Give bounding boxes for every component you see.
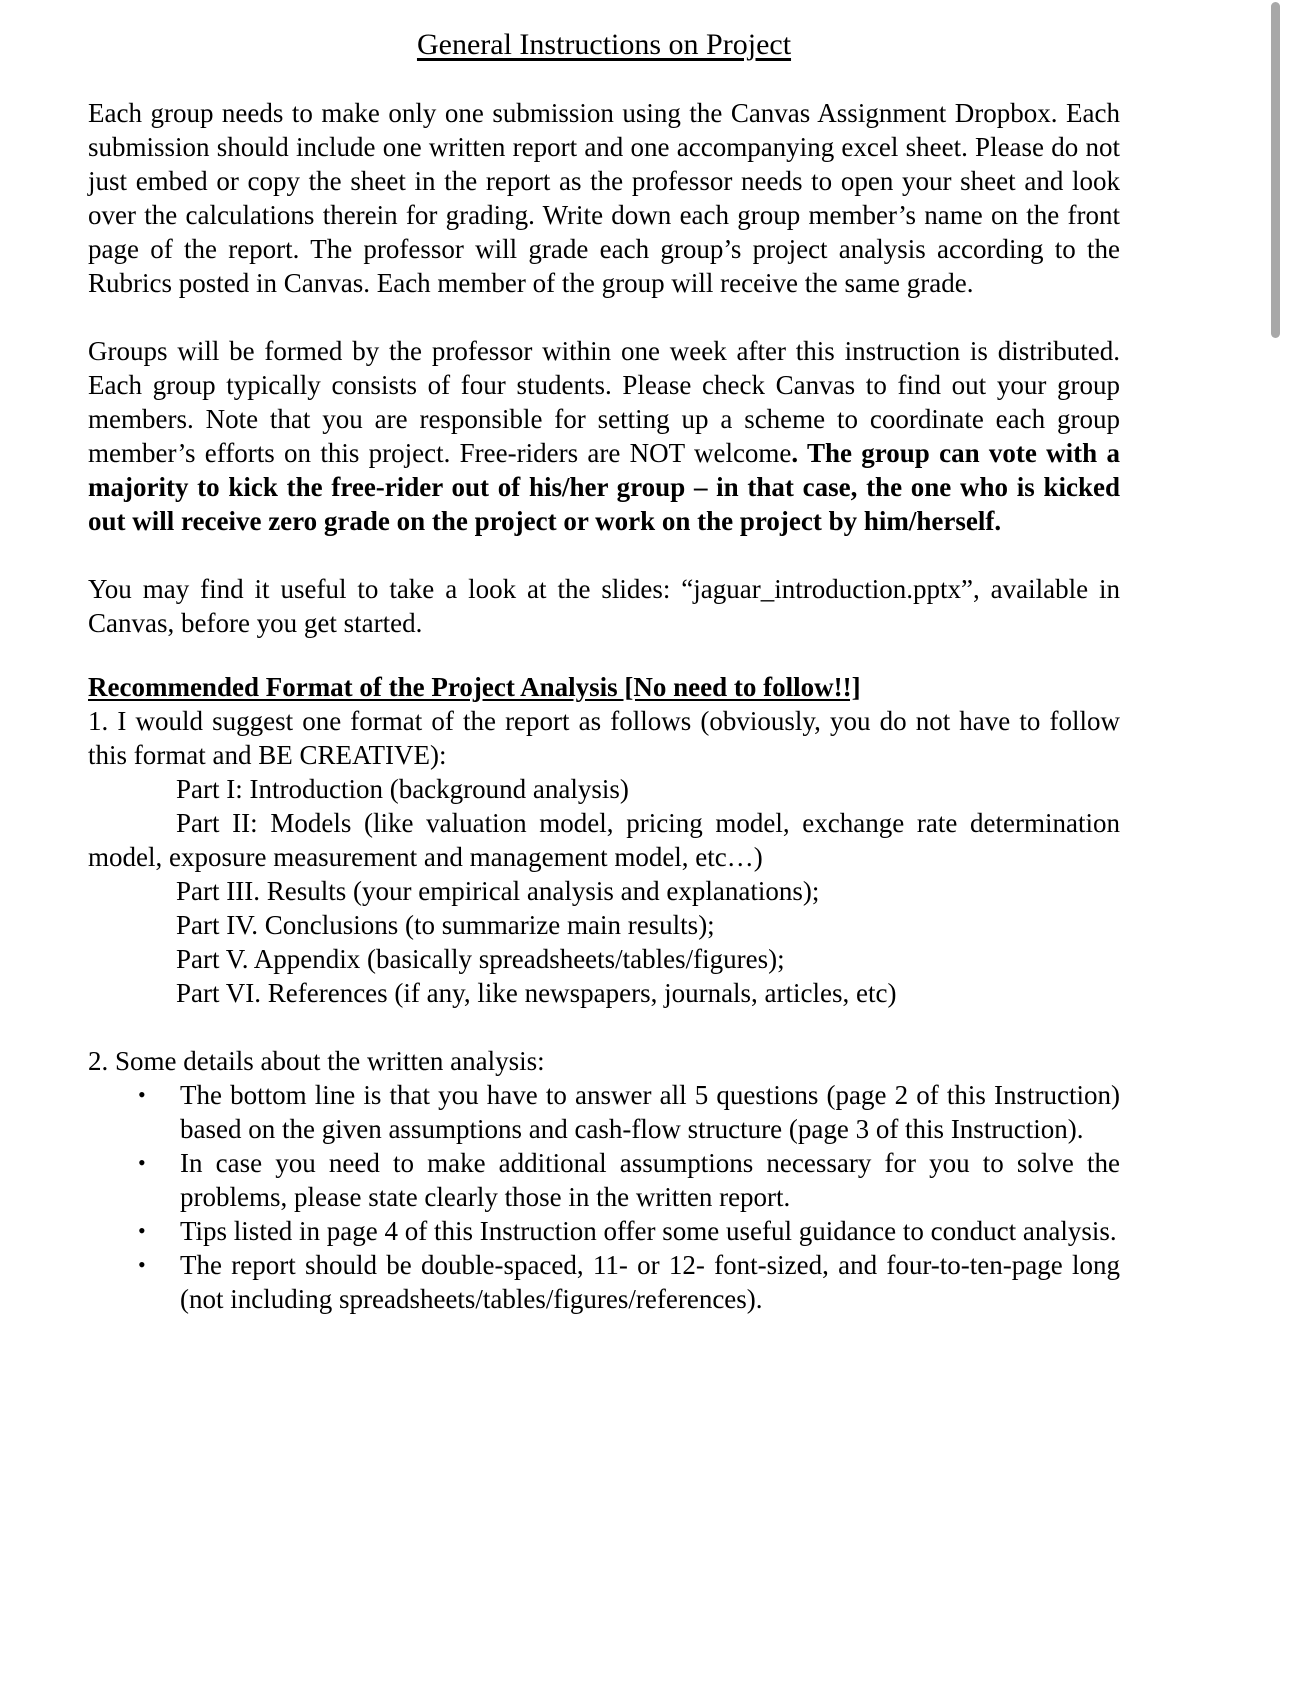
part-item-2: Part II: Models (like valuation model, pricing model, exchange rate determination model, exposure measurement and management model, etc…)	[88, 807, 1120, 872]
section-heading-recommended-format: Recommended Format of the Project Analysis [No need to follow!!]	[88, 671, 861, 702]
bullet-icon: •	[138, 1149, 146, 1175]
spacer	[88, 1010, 1120, 1044]
spacer	[88, 62, 1120, 96]
part-item-1: Part I: Introduction (background analysis)	[176, 773, 629, 804]
part-item-4: Part IV. Conclusions (to summarize main results);	[176, 909, 715, 940]
page-title: General Instructions on Project	[416, 28, 792, 61]
bullet-icon: •	[138, 1251, 146, 1277]
list-item-text: Tips listed in page 4 of this Instruction offer some useful guidance to conduct analysis.	[180, 1215, 1117, 1246]
paragraph-group-formation-normal: Groups will be formed by the professor within one week after this instruction is distributed. Each group typically consists of four students. Please check Canvas to find out your group members. Note that you are responsible for setting up a scheme to coordinate each group member’s efforts on this project. Free-riders are NOT welcome	[88, 335, 1120, 468]
paragraph-slides-reference: You may find it useful to take a look at the slides: “jaguar_introduction.pptx”, available in Canvas, before you get started.	[88, 573, 1120, 638]
list-item	[88, 1248, 1120, 1316]
part-item-3: Part III. Results (your empirical analysis and explanations);	[176, 875, 820, 906]
list-item	[88, 1146, 1120, 1214]
details-bullet-list	[88, 1078, 1120, 1316]
spacer	[88, 640, 1120, 670]
list-item	[88, 1214, 1120, 1248]
spacer	[88, 300, 1120, 334]
paragraph-group-formation-bold: . The group can vote with a majority to kick the free-rider out of his/her group – in that case, the one who is kicked out will receive zero grade on the project or work on the project by him/herself.	[88, 437, 1120, 536]
part-item-5: Part V. Appendix (basically spreadsheets/tables/figures);	[176, 943, 785, 974]
list-item	[88, 1078, 1120, 1146]
spacer	[88, 538, 1120, 572]
document-body	[88, 0, 1120, 1316]
item-1-format-intro: 1. I would suggest one format of the report as follows (obviously, you do not have to follow this format and BE CREATIVE):	[88, 705, 1120, 770]
list-item-text: In case you need to make additional assumptions necessary for you to solve the problems, please state clearly those in the written report.	[180, 1147, 1120, 1212]
list-item-text: The bottom line is that you have to answer all 5 questions (page 2 of this Instruction) based on the given assumptions and cash-flow structure (page 3 of this Instruction).	[180, 1079, 1120, 1144]
list-item-text: The report should be double-spaced, 11- or 12- font-sized, and four-to-ten-page long (not including spreadsheets/tables/figures/references).	[180, 1249, 1120, 1314]
paragraph-submission-instructions: Each group needs to make only one submission using the Canvas Assignment Dropbox. Each submission should include one written report and one accompanying excel sheet. Please do not just embed or copy the sheet in the report as the professor needs to open your sheet and look over the calculations therein for grading. Write down each group member’s name on the front page of the report. The professor will grade each group’s project analysis according to the Rubrics posted in Canvas. Each member of the group will receive the same grade.	[88, 97, 1120, 298]
scrollbar-track[interactable]	[1272, 0, 1286, 1686]
part-item-6: Part VI. References (if any, like newspapers, journals, articles, etc)	[176, 977, 897, 1008]
bullet-icon: •	[138, 1081, 146, 1107]
bullet-icon: •	[138, 1217, 146, 1243]
scrollbar-thumb[interactable]	[1271, 2, 1280, 338]
section-heading-wrapper	[88, 670, 1120, 704]
item-2-details-intro: 2. Some details about the written analysis:	[88, 1045, 545, 1076]
paragraph-group-formation	[88, 334, 1120, 538]
